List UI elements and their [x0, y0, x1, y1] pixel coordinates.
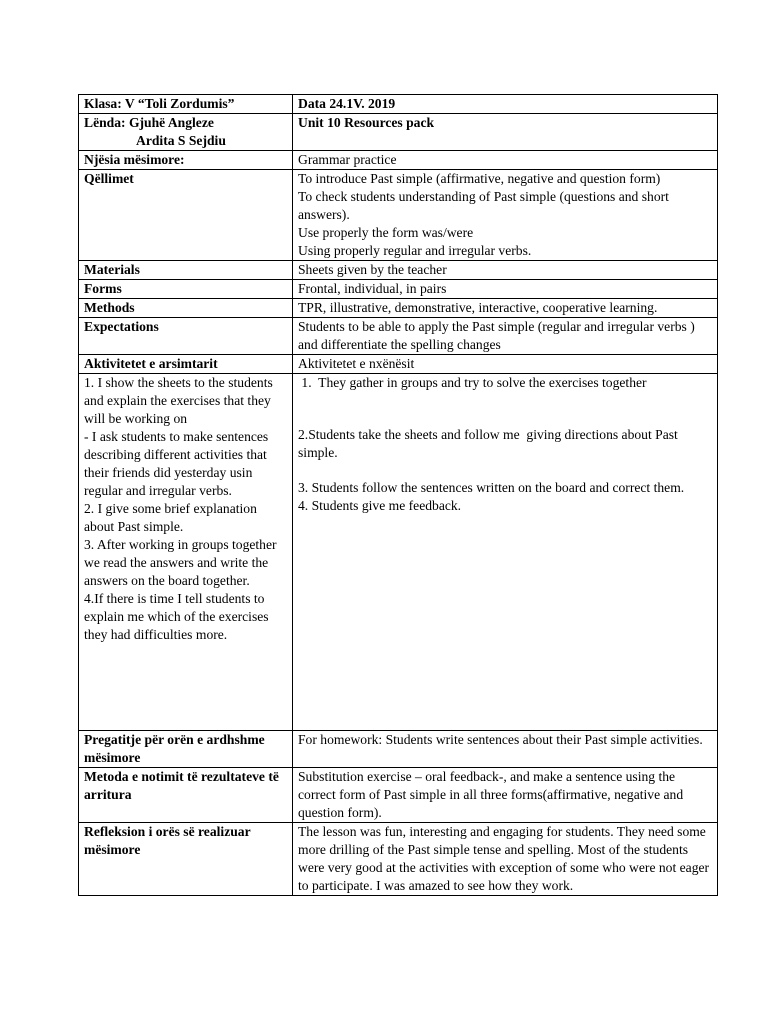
- assessment-cell: Substitution exercise – oral feedback-, and make a sentence using the correct form of Past simple in all three forms(affirmative, negative and question form).: [293, 768, 718, 823]
- lesson-plan-table: [78, 94, 718, 896]
- forms-label-cell: Forms: [79, 280, 293, 299]
- objectives-label-cell: Qëllimet: [79, 170, 293, 261]
- table-row: [79, 280, 718, 299]
- student-activity-item: 4. Students give me feedback.: [298, 498, 462, 513]
- objectives-cell: [293, 170, 718, 261]
- table-row: [79, 170, 718, 261]
- table-row: [79, 355, 718, 374]
- methods-cell: TPR, illustrative, demonstrative, interactive, cooperative learning.: [293, 299, 718, 318]
- methods-label-cell: Methods: [79, 299, 293, 318]
- teacher-activity-item: 1. I show the sheets to the students and explain the exercises that they will be working on: [84, 375, 277, 426]
- student-activities-header: Aktivitetet e nxënësit: [293, 355, 718, 374]
- expectations-label-cell: Expectations: [79, 318, 293, 355]
- table-row: [79, 299, 718, 318]
- table-row: [79, 731, 718, 768]
- teacher-activity-item: - I ask students to make sentences describing different activities that their friends did yesterday usin regular and irregular verbs.: [84, 429, 272, 498]
- student-activities-cell: [293, 374, 718, 731]
- teacher-activities-header: Aktivitetet e arsimtarit: [79, 355, 293, 374]
- preparation-cell: For homework: Students write sentences about their Past simple activities.: [293, 731, 718, 768]
- reflection-label-cell: Refleksion i orës së realizuar mësimore: [79, 823, 293, 896]
- materials-cell: Sheets given by the teacher: [293, 261, 718, 280]
- expectations-cell: Students to be able to apply the Past simple (regular and irregular verbs ) and differentiate the spelling changes: [293, 318, 718, 355]
- objective-item: Using properly regular and irregular verbs.: [298, 243, 532, 258]
- subject-cell: [79, 114, 293, 151]
- class-cell: Klasa: V “Toli Zordumis”: [79, 95, 293, 114]
- table-row: [79, 823, 718, 896]
- assessment-label-cell: Metoda e notimit të rezultateve të arritura: [79, 768, 293, 823]
- reflection-cell: The lesson was fun, interesting and engaging for students. They need some more drilling of the Past simple tense and spelling. Most of the students were very good at the activities with exception of some who were not eager to participate. I was amazed to see how they work.: [293, 823, 718, 896]
- student-activity-item: 1. They gather in groups and try to solve the exercises together: [298, 375, 647, 390]
- table-row: [79, 374, 718, 731]
- teacher-activity-item: 4.If there is time I tell students to explain me which of the exercises they had difficulties more.: [84, 591, 272, 642]
- unit-label-cell: Njësia mësimore:: [79, 151, 293, 170]
- preparation-label-cell: Pregatitje për orën e ardhshme mësimore: [79, 731, 293, 768]
- unit-topic-cell: Grammar practice: [293, 151, 718, 170]
- teacher-name: Ardita S Sejdiu: [136, 133, 226, 148]
- objective-item: To check students understanding of Past simple (questions and short answers).: [298, 189, 673, 222]
- teacher-activity-item: 3. After working in groups together we read the answers and write the answers on the board together.: [84, 537, 280, 588]
- table-row: [79, 151, 718, 170]
- table-row: [79, 95, 718, 114]
- teacher-activity-item: 2. I give some brief explanation about Past simple.: [84, 501, 261, 534]
- student-activity-item: 3. Students follow the sentences written on the board and correct them.: [298, 480, 685, 495]
- teacher-activities-cell: [79, 374, 293, 731]
- forms-cell: Frontal, individual, in pairs: [293, 280, 718, 299]
- date-cell: Data 24.1V. 2019: [293, 95, 718, 114]
- unit-cell: Unit 10 Resources pack: [293, 114, 718, 151]
- student-activity-item: 2.Students take the sheets and follow me giving directions about Past simple.: [298, 427, 682, 460]
- table-row: [79, 318, 718, 355]
- subject-label: Lënda: Gjuhë Angleze: [84, 115, 214, 130]
- table-row: [79, 114, 718, 151]
- table-row: [79, 768, 718, 823]
- objective-item: To introduce Past simple (affirmative, negative and question form): [298, 171, 661, 186]
- objective-item: Use properly the form was/were: [298, 225, 474, 240]
- table-row: [79, 261, 718, 280]
- materials-label-cell: Materials: [79, 261, 293, 280]
